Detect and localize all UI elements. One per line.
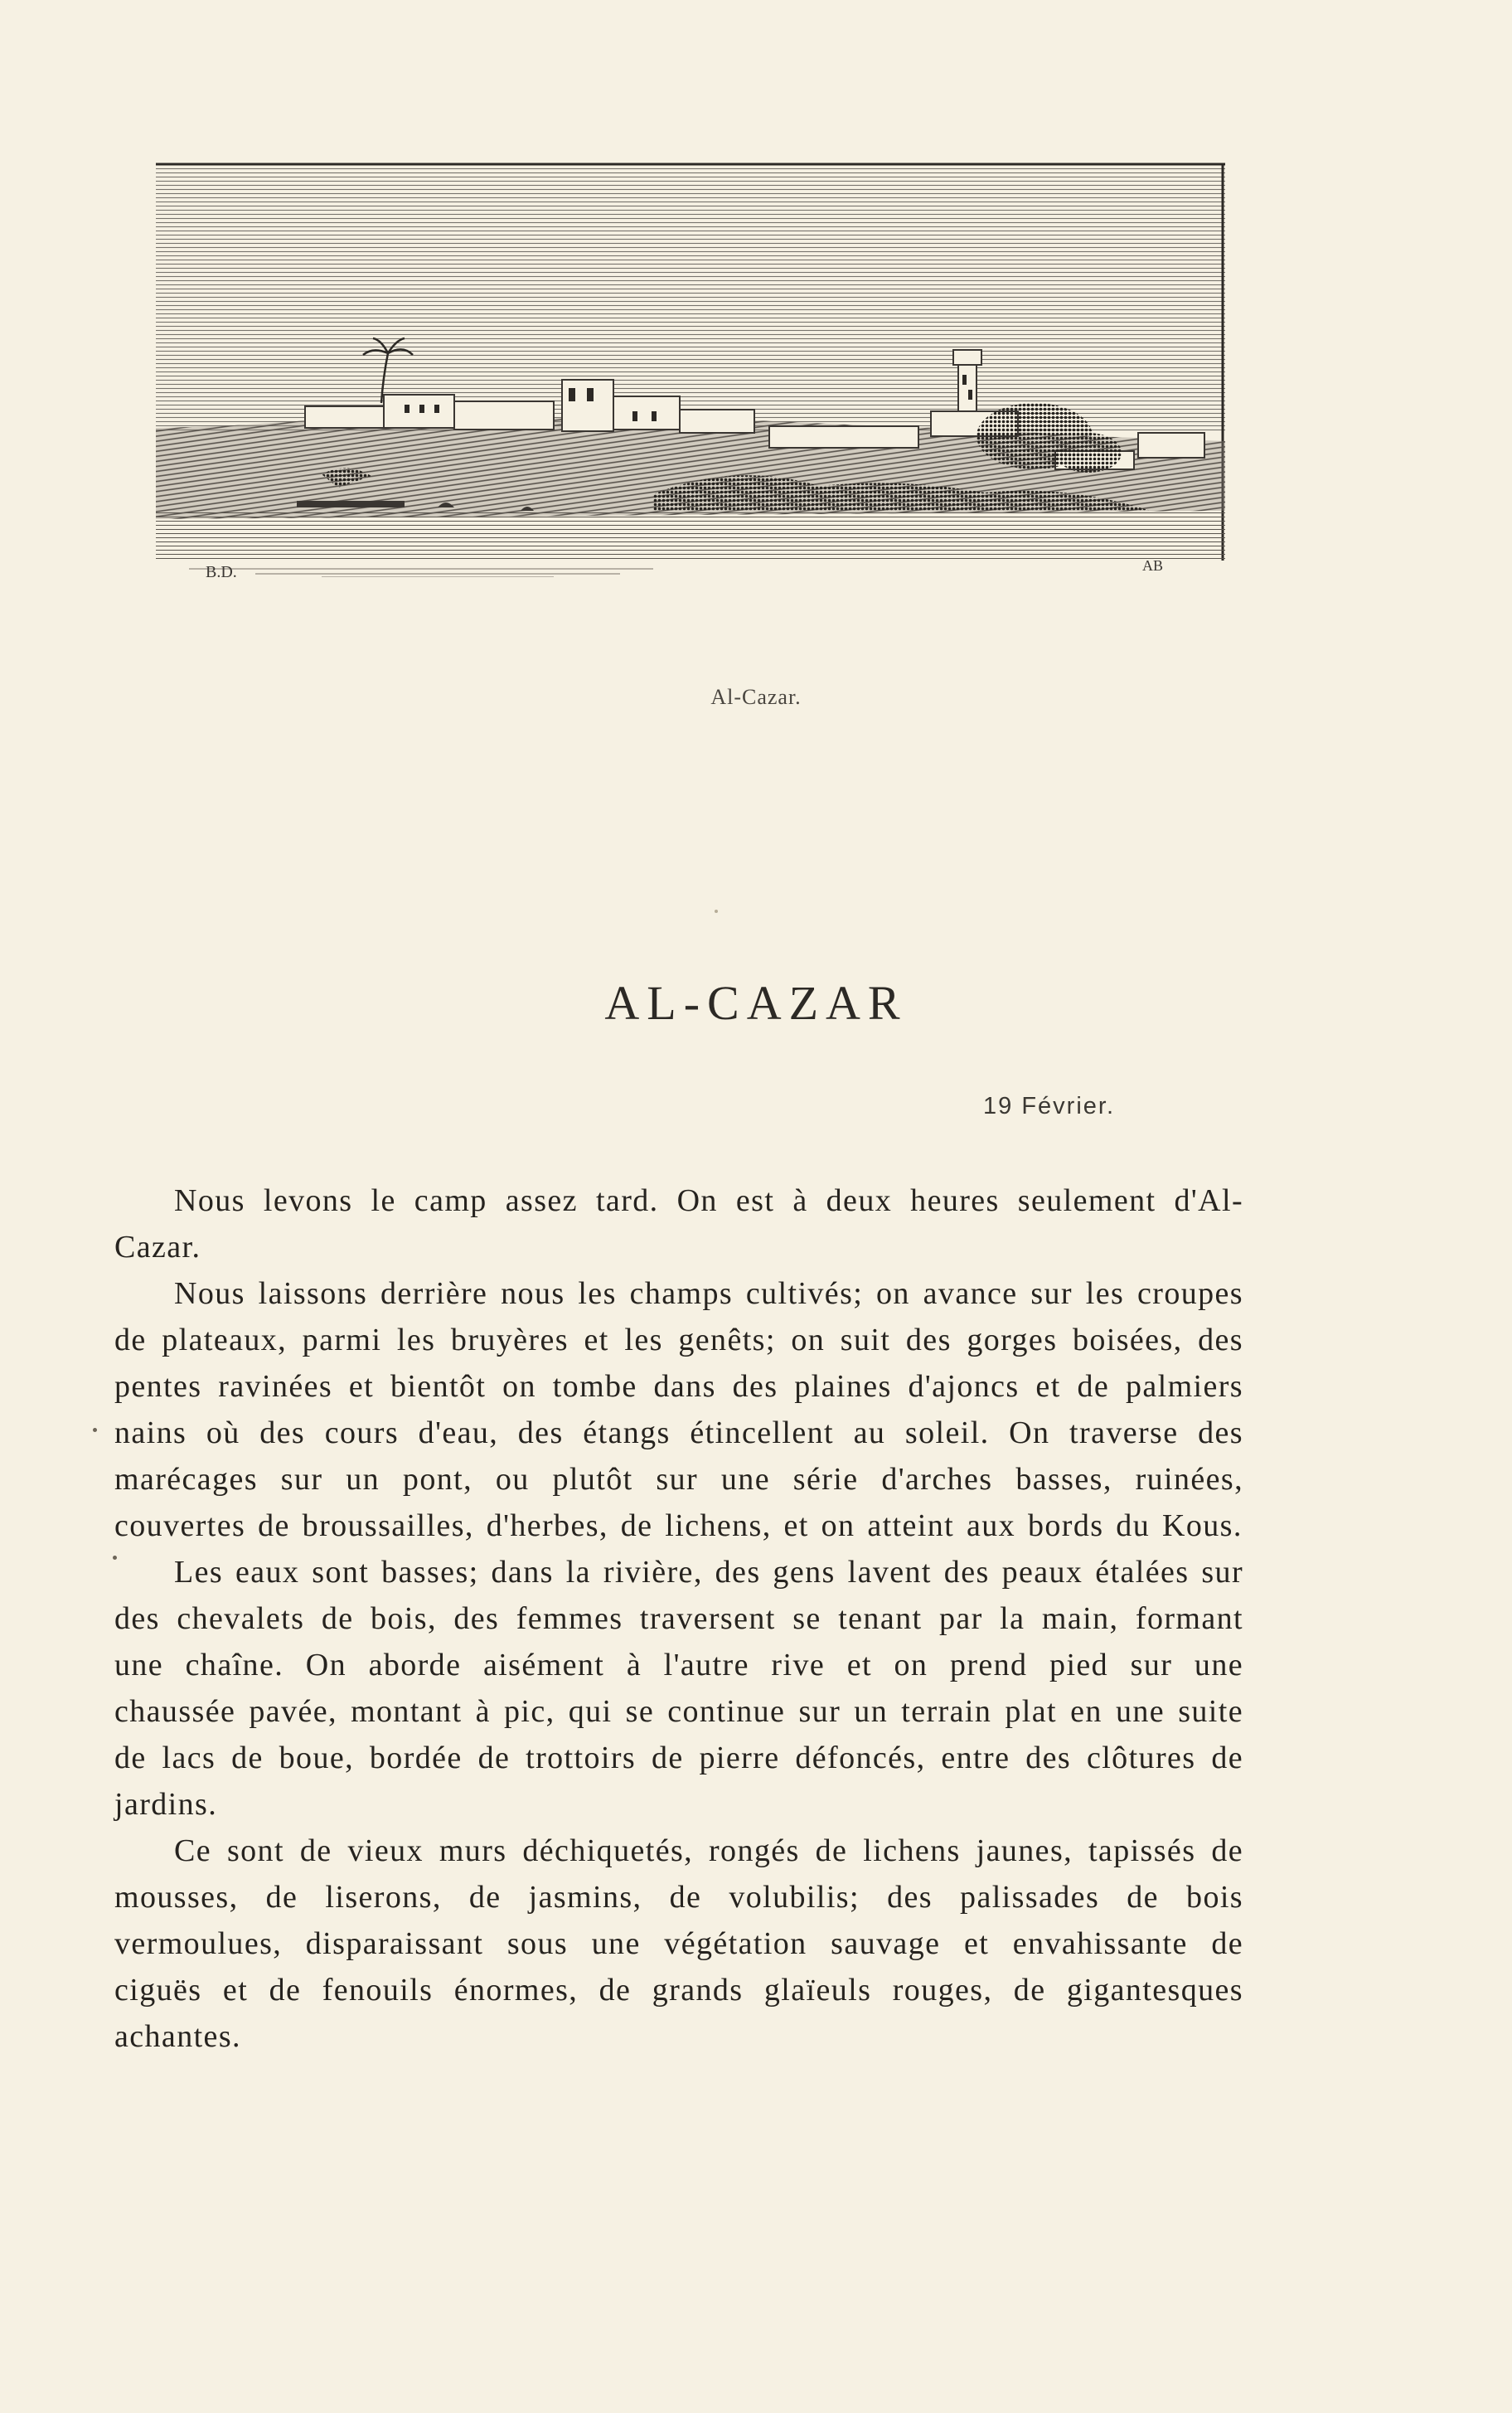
paragraph-3: Les eaux sont basses; dans la rivière, des gens lavent des peaux étalées sur des chevalets de bois, des femmes traversent se tenant par la main, formant une chaîne. On aborde aisément à l'autre rive et on prend pied sur une chaussée pavée, montant à pic, qui se continue sur un terrain plat en une suite de lacs de boue, bordée de trottoirs de pierre défoncés, entre des clôtures de jardins. xyxy=(114,1555,1243,1822)
paragraph-1: Nous levons le camp assez tard. On est à deux heures seulement d'Al-Cazar. xyxy=(114,1183,1243,1265)
illustration-caption: Al-Cazar. xyxy=(710,685,802,709)
chapter-date: 19 Février. xyxy=(983,1093,1115,1119)
monogram-right: AB xyxy=(1142,557,1164,574)
paragraph-4: Ce sont de vieux murs déchiquetés, rongés de lichens jaunes, tapissés de mousses, de liserons, de jasmins, de volubilis; des palissades de bois vermoulues, disparaissant sous une végétation sauvage et envahissante de ciguës et de fenouils énormes, de grands glaïeuls rouges, de gigantesques achantes. xyxy=(114,1833,1243,2054)
monogram-left: B.D. xyxy=(206,563,237,577)
margin-dot xyxy=(113,1556,117,1560)
chapter-title: AL-CAZAR xyxy=(604,976,908,1030)
margin-dot xyxy=(93,1428,97,1432)
al-cazar-engraving xyxy=(156,163,1225,577)
paragraph-2: Nous laissons derrière nous les champs cultivés; on avance sur les croupes de plateaux, parmi les bruyères et les genêts; on suit des gorges boisées, des pentes ravinées et bientôt on tombe dans des plaines d'ajoncs et de palmiers nains où des cours d'eau, des étangs étincellent au soleil. On traverse des marécages sur un pont, ou plutôt sur une série d'arches basses, ruinées, couvertes de broussailles, d'herbes, de lichens, et on atteint aux bords du Kous. xyxy=(114,1276,1243,1543)
stray-dot xyxy=(715,910,718,913)
chapter-body xyxy=(114,1177,1243,2060)
